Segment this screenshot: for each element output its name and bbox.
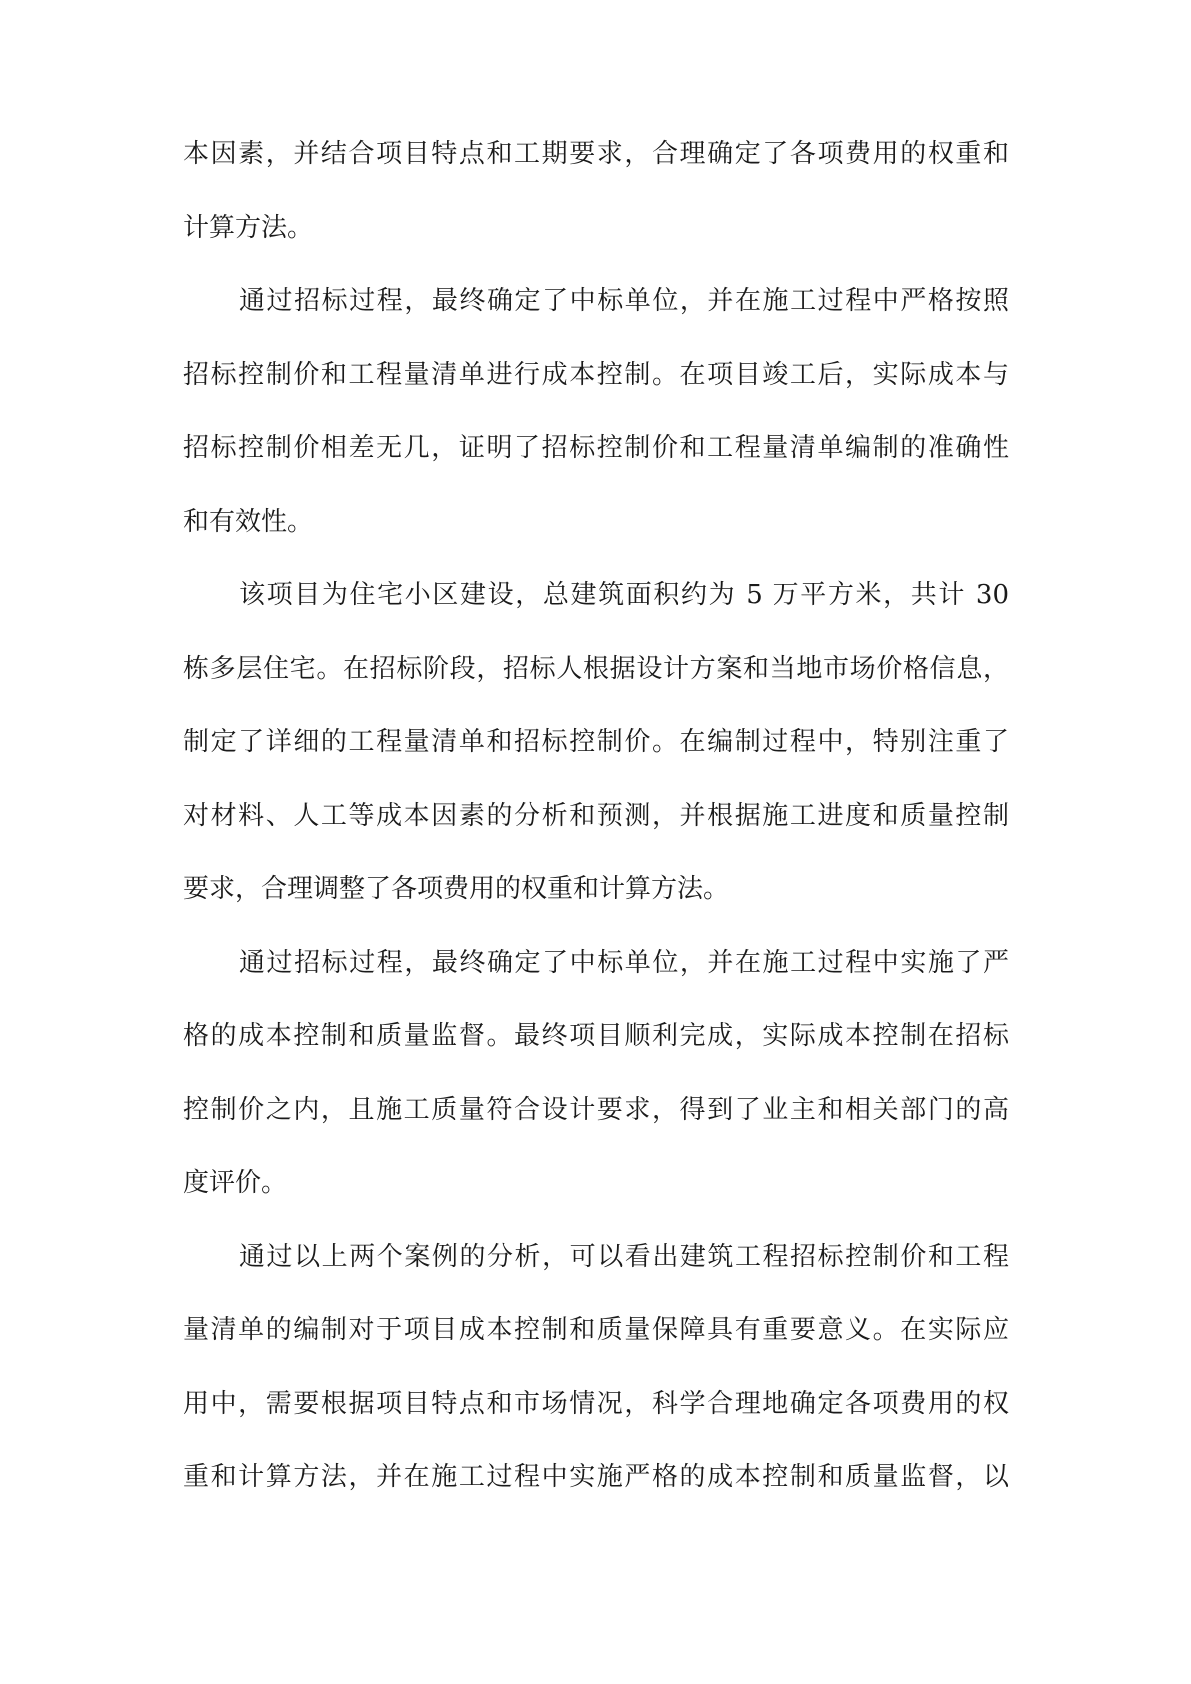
text-line: 对材料、人工等成本因素的分析和预测，并根据施工进度和质量控制: [183, 800, 1009, 831]
text-line: 通过以上两个案例的分析，可以看出建筑工程招标控制价和工程: [239, 1241, 1009, 1272]
paragraph: [183, 565, 1009, 933]
text-line: 度评价。: [183, 1168, 288, 1198]
text-line: 用中，需要根据项目特点和市场情况，科学合理地确定各项费用的权: [183, 1388, 1009, 1419]
paragraph: [183, 933, 1009, 1227]
text-line: 和有效性。: [183, 506, 314, 537]
text-line: 通过招标过程，最终确定了中标单位，并在施工过程中实施了严: [239, 947, 1009, 978]
text-line: 通过招标过程，最终确定了中标单位，并在施工过程中严格按照: [239, 286, 1009, 316]
text-line: 计算方法。: [183, 212, 314, 243]
paragraph: [183, 1227, 1009, 1521]
text-line: 重和计算方法，并在施工过程中实施严格的成本控制和质量监督，以: [183, 1462, 1009, 1492]
text-line: 量清单的编制对于项目成本控制和质量保障具有重要意义。在实际应: [183, 1315, 1009, 1345]
text-line: 格的成本控制和质量监督。最终项目顺利完成，实际成本控制在招标: [183, 1021, 1009, 1051]
paragraph: [183, 124, 1009, 271]
text-line: 栋多层住宅。在招标阶段，招标人根据设计方案和当地市场价格信息，: [183, 653, 1009, 684]
text-line: 该项目为住宅小区建设，总建筑面积约为 5 万平方米，共计 30: [239, 580, 1009, 610]
text-line: 制定了详细的工程量清单和招标控制价。在编制过程中，特别注重了: [183, 727, 1009, 757]
document-body: [183, 124, 1009, 1521]
paragraph: [183, 271, 1009, 565]
text-line: 招标控制价和工程量清单进行成本控制。在项目竣工后，实际成本与: [183, 359, 1009, 390]
text-line: 招标控制价相差无几，证明了招标控制价和工程量清单编制的准确性: [183, 433, 1009, 463]
text-line: 本因素，并结合项目特点和工期要求，合理确定了各项费用的权重和: [183, 139, 1009, 169]
text-line: 要求，合理调整了各项费用的权重和计算方法。: [183, 874, 730, 904]
text-line: 控制价之内，且施工质量符合设计要求，得到了业主和相关部门的高: [183, 1094, 1009, 1125]
